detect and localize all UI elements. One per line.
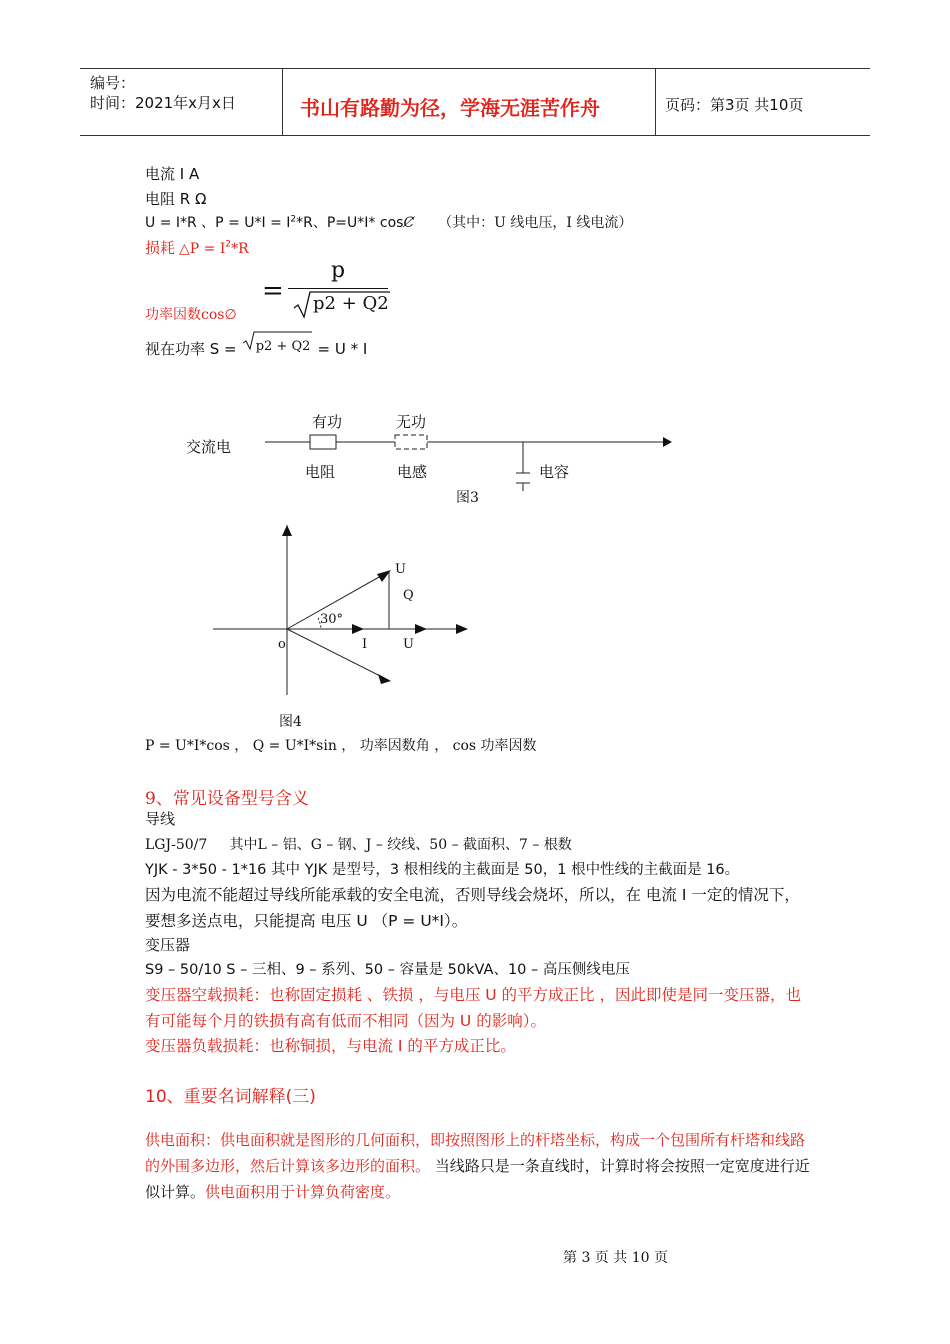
time-label: 时间：2021年x月x日: [90, 94, 236, 112]
figure4-caption: 图4: [279, 714, 302, 730]
lgj-line: LGJ-50/7 其中L – 铝、G – 钢、J – 绞线、50 – 截面积、7 – 根数: [145, 837, 572, 853]
u-bottom-label: U: [403, 637, 414, 652]
capacitor-label: 电容: [539, 463, 570, 481]
resistance-line: 电阻 R Ω: [145, 190, 207, 208]
current-line: 电流 I A: [145, 165, 200, 183]
i-label: I: [362, 637, 368, 652]
power-formula-line: P = U*I*cos ， Q = U*I*sin ， 功率因数角 ， cos 功率因数: [145, 738, 537, 754]
loss-sup: 2: [225, 239, 232, 250]
definition-red: 供电面积就是图形的几何面积，即按照图形上的杆塔坐标，构成一个包围所有杆塔和线路的外围多边形，然后计算该多边形的面积。: [145, 1131, 806, 1175]
noload-loss: 变压器空载损耗：也称固定损耗 、铁损 ，与电压 U 的平方成正比 ，因此即使是同一变压器，也有可能每个月的铁损有高有低而不相同（因为 U 的影响）。: [145, 986, 801, 1030]
loss-formula: △P = I: [179, 241, 226, 257]
resistor-label: 电阻: [305, 463, 336, 481]
term-label: 供电面积：: [145, 1131, 221, 1149]
relation-line: [145, 212, 632, 232]
relation-tail: *R、P=U*I* cos: [296, 215, 404, 231]
relation-main: U = I*R 、P = U*I = I: [145, 215, 291, 231]
arrow-right-axis-icon: [456, 624, 468, 634]
page-footer: 第 3 页 共 10 页: [563, 1250, 668, 1266]
phi-symbol-1: Ȼ: [403, 215, 415, 231]
inductor-icon: [395, 435, 427, 449]
arrow-right-icon: [663, 437, 672, 447]
eq-sign: =: [262, 276, 284, 306]
apparent-suffix: = U * I: [317, 340, 368, 358]
fraction-bar: [288, 288, 388, 289]
reactive-label: 无功: [396, 413, 427, 431]
denominator: p2 + Q2: [313, 293, 389, 314]
phi-symbol-pf: ∅: [224, 307, 237, 323]
arrow-i-icon: [352, 624, 364, 634]
u-top-label: U: [395, 562, 406, 577]
load-loss: 变压器负载损耗：也称铜损，与电流 I 的平方成正比。: [145, 1037, 516, 1055]
angle-label: 30°: [320, 612, 344, 627]
apparent-power-line: [145, 338, 367, 359]
definition-black: 当线路只是一条直线时，计算时将会按照一定宽度进行近似计算。: [145, 1157, 810, 1201]
loss-label: 损耗: [145, 239, 176, 257]
number-label: 编号：: [90, 74, 136, 92]
arrow-down-right-icon: [378, 674, 391, 684]
relation-sup: 2: [290, 214, 297, 225]
relation-note: （其中：U 线电压，I 线电流）: [438, 215, 633, 231]
pf-line: [145, 304, 237, 324]
s9-line: S9 – 50/10 S – 三相、9 – 系列、50 – 容量是 50kVA、10 – 高压侧线电压: [145, 962, 630, 978]
q-label: Q: [403, 588, 414, 603]
section9-title: 9、常见设备型号含义: [145, 789, 309, 809]
figure3-caption: 图3: [456, 490, 479, 506]
wire-paragraph: 因为电流不能超过导线所能承载的安全电流，否则导线会烧坏，所以，在 电流 I 一定的情况下，要想多送点电，只能提高 电压 U （P = U*I）。: [145, 886, 800, 930]
section10-title: 10、重要名词解释(三): [145, 1087, 316, 1107]
loss-line: [145, 237, 249, 258]
phasor-diagram: [200, 520, 480, 700]
apparent-root: p2 + Q2: [255, 339, 311, 354]
apparent-prefix: 视在功率 S =: [145, 340, 237, 358]
yjk-line: YJK - 3*50 - 1*16 其中 YJK 是型号，3 根相线的主截面是 50，1 根中性线的主截面是 16。: [145, 862, 740, 878]
circuit-diagram: [260, 425, 680, 495]
active-label: 有功: [312, 413, 343, 431]
numerator: p: [331, 258, 346, 283]
arrow-up-icon: [282, 525, 292, 536]
ac-label: 交流电: [186, 438, 232, 456]
wire-heading: 导线: [145, 810, 176, 828]
page-info: 页码：第3页 共10页: [665, 96, 804, 114]
arrow-u2-icon: [415, 624, 427, 634]
loss-tail: *R: [231, 241, 249, 257]
origin-label: o: [278, 637, 286, 652]
pf-label: 功率因数cos: [145, 307, 225, 323]
motto: 书山有路勤为径，学海无涯苦作舟: [300, 96, 600, 120]
section10-paragraph: [145, 1127, 810, 1205]
definition-tail: 供电面积用于计算负荷密度。: [205, 1183, 401, 1201]
transformer-heading: 变压器: [145, 936, 191, 954]
resistor-icon: [310, 435, 336, 449]
inductor-label: 电感: [397, 463, 428, 481]
